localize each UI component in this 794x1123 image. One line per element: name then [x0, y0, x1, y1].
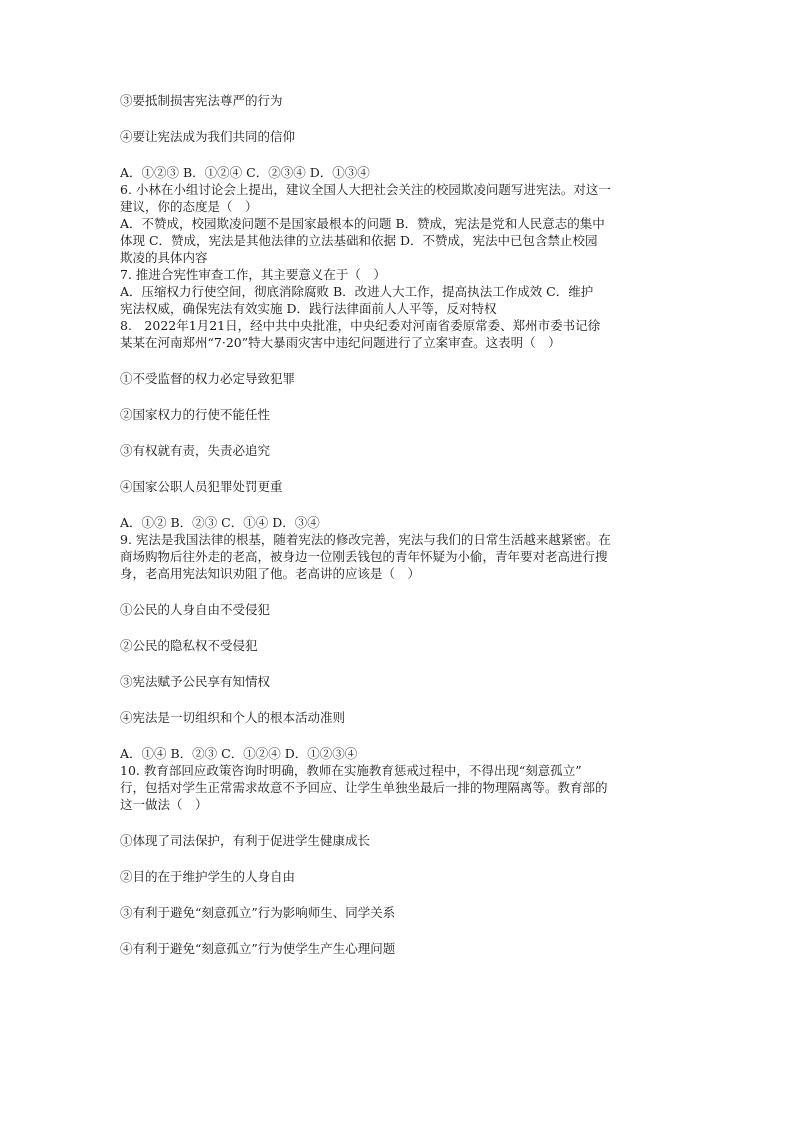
text-line: 这一做法（ ）: [120, 797, 208, 812]
text-line: 欺凌的具体内容: [120, 250, 208, 265]
text-line: ④宪法是一切组织和个人的根本活动准则: [120, 710, 346, 725]
text-line: ③有权就有责，失责必追究: [120, 443, 271, 458]
text-line: 宪法权威，确保宪法有效实施 D．践行法律面前人人平等，反对特权: [120, 301, 497, 316]
text-block: [120, 128, 680, 145]
text-line: ③有利于避免“刻意孤立”行为影响师生、同学关系: [120, 905, 396, 920]
text-block: [120, 709, 680, 726]
text-block: [120, 164, 680, 181]
text-line: 8. 2022年1月21日，经中共中央批准，中央纪委对河南省委原常委、郑州市委书记徐: [120, 318, 601, 333]
text-block: [120, 181, 680, 215]
text-line: ④有利于避免“刻意孤立”行为使学生产生心理问题: [120, 941, 396, 956]
text-line: A．①②③ B．①②④ C．②③④ D．①③④: [120, 165, 370, 180]
text-line: 9. 宪法是我国法律的根基，随着宪法的修改完善，宪法与我们的日常生活越来越紧密。在: [120, 532, 611, 547]
text-block: [120, 92, 680, 109]
text-block: [120, 531, 680, 582]
text-line: ②国家权力的行使不能任性: [120, 407, 271, 422]
text-line: A．①④ B．②③ C．①②④ D．①②③④: [120, 746, 358, 761]
text-block: [120, 514, 680, 531]
text-line: 体现 C．赞成，宪法是其他法律的立法基础和依据 D．不赞成，宪法中已包含禁止校园: [120, 233, 598, 248]
text-line: ②目的在于维护学生的人身自由: [120, 869, 296, 884]
text-line: 建议，你的态度是（ ）: [120, 199, 258, 214]
text-line: 10. 教育部回应政策咨询时明确，教师在实施教育惩戒过程中，不得出现“刻意孤立”: [120, 763, 582, 778]
text-line: ④国家公职人员犯罪处罚更重: [120, 479, 283, 494]
text-block: [120, 673, 680, 690]
text-line: 身，老高用宪法知识劝阻了他。老高讲的应该是（ ）: [120, 566, 421, 581]
text-block: [120, 370, 680, 387]
text-block: [120, 406, 680, 423]
text-line: 商场购物后往外走的老高，被身边一位刚丢钱包的青年怀疑为小偷，青年要对老高进行搜: [120, 549, 608, 564]
text-line: ①公民的人身自由不受侵犯: [120, 602, 271, 617]
text-block: [120, 601, 680, 618]
text-block: [120, 940, 680, 957]
text-block: [120, 478, 680, 495]
text-line: ①不受监督的权力必定导致犯罪: [120, 371, 296, 386]
text-line: ③宪法赋予公民享有知情权: [120, 674, 271, 689]
text-block: [120, 317, 680, 351]
text-line: A．①② B．②③ C．①④ D．③④: [120, 515, 320, 530]
text-block: [120, 442, 680, 459]
text-block: [120, 215, 680, 266]
text-block: [120, 745, 680, 762]
text-line: 行，包括对学生正常需求故意不予回应、让学生单独坐最后一排的物理隔离等。教育部的: [120, 780, 608, 795]
text-line: ①体现了司法保护，有利于促进学生健康成长: [120, 833, 371, 848]
text-line: A．不赞成，校园欺凌问题不是国家最根本的问题 B．赞成，宪法是党和人民意志的集中: [120, 216, 605, 231]
text-line: 6. 小林在小组讨论会上提出，建议全国人大把社会关注的校园欺凌问题写进宪法。对这一: [120, 182, 611, 197]
text-block: [120, 637, 680, 654]
text-block: [120, 904, 680, 921]
text-line: A．压缩权力行使空间，彻底消除腐败 B．改进人大工作，提高执法工作成效 C．维护: [120, 284, 594, 299]
text-block: [120, 832, 680, 849]
text-block: [120, 266, 680, 283]
text-line: ③要抵制损害宪法尊严的行为: [120, 93, 283, 108]
text-line: ④要让宪法成为我们共同的信仰: [120, 129, 296, 144]
text-block: [120, 283, 680, 317]
text-line: 7. 推进合宪性审查工作，其主要意义在于（ ）: [120, 267, 386, 282]
document-page: [120, 92, 680, 976]
text-block: [120, 762, 680, 813]
text-line: 某某在河南郑州“7·20”特大暴雨灾害中违纪问题进行了立案审查。这表明（ ）: [120, 335, 561, 350]
text-line: ②公民的隐私权不受侵犯: [120, 638, 258, 653]
text-block: [120, 868, 680, 885]
